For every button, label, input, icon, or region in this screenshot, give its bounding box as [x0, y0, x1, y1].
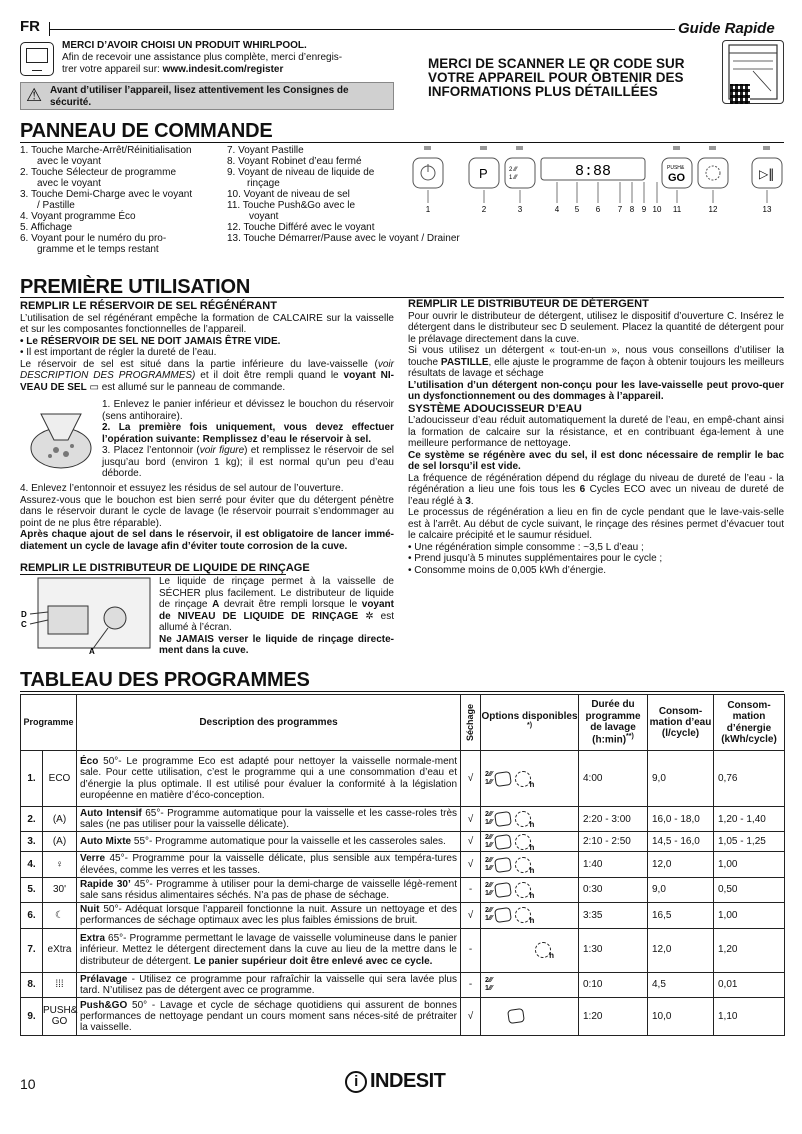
salt-p2: Le réservoir de sel est situé dans la partie inférieure du lave-vaisselle (voir DESCRIPTION DES PROGRAMMES) et il doit être rempli quand le voyant NI-VEAU DE SEL ▭ est allumé sur le panneau de commande. [20, 358, 394, 393]
program-description: Auto Intensif 65°- Programme automatique pour la vaisselle et les casse-roles très sales (ne pas utiliser pour la vaisselle délicate). [77, 807, 461, 832]
softener-p4: Le processus de régénération a lieu en fin de cycle pendant que le lave-vais-selle est à l’arrêt. Au début de cycle suivant, le rinçage des résines permet d’évacuer tout le calcaire précipité et le saumur résiduel. [408, 507, 784, 542]
program-button-label: P [479, 166, 488, 181]
sechage-mark: √ [461, 852, 481, 877]
language-code: FR [20, 18, 40, 35]
program-table [20, 694, 785, 1036]
panel-number: 9 [641, 205, 647, 214]
program-duration: 1:30 [579, 928, 648, 972]
program-row [21, 807, 785, 832]
intro-block [62, 40, 397, 76]
program-water: 16,5 [648, 903, 714, 928]
program-duration: 4:00 [579, 751, 648, 807]
program-energy: 1,20 [714, 928, 785, 972]
softener-bullet: • Prend jusqu’à 5 minutes supplémentaires pour le cycle ; [408, 553, 663, 565]
warning-text: Avant d’utiliser l’appareil, lisez attentivement les Consignes de sécurité. [50, 85, 349, 108]
salt-section-2 [20, 483, 394, 552]
program-icon: ♀ [43, 852, 77, 877]
panel-item: voyant [249, 211, 279, 222]
softener-p1: L’adoucisseur d’eau réduit automatiquement la dureté de l’eau, en empê-chant ainsi la formation de calcaire sur la résistance, et en contribuant éga-lement à une meilleure performance de nettoyage. [408, 415, 784, 450]
program-duration: 2:20 - 3:00 [579, 807, 648, 832]
program-water: 9,0 [648, 751, 714, 807]
delay-icon [515, 882, 531, 898]
program-options [481, 807, 579, 832]
panel-number: 11 [672, 205, 682, 214]
panel-number: 6 [595, 205, 601, 214]
rinse-dispenser-figure [20, 576, 155, 654]
half-load-icon: 2⁄⁄⁄ 1⁄⁄⁄ [485, 856, 493, 872]
panel-item: rinçage [247, 178, 280, 189]
program-duration: 3:35 [579, 903, 648, 928]
delay-clock-icon [706, 166, 720, 180]
panel-item: / Pastille [37, 200, 75, 211]
tablet-icon [495, 882, 513, 898]
softener-bullet: • Une régénération simple consomme : ~3,5 L d’eau ; [408, 541, 644, 553]
panel-item: avec le voyant [37, 156, 101, 167]
tablet-icon [495, 857, 513, 873]
program-water: 14,5 - 16,0 [648, 832, 714, 852]
program-options [481, 877, 579, 902]
program-icon: (A) [43, 832, 77, 852]
program-icon: ECO [43, 751, 77, 807]
play-pause-icon: ▷‖ [759, 167, 775, 181]
salt-step2: 2. La première fois uniquement, vous devez effectuer l’opération suivante: Remplissez d’eau le réservoir à sel. [102, 422, 394, 445]
logo-text: INDESIT [370, 1070, 446, 1092]
program-duration: 2:10 - 2:50 [579, 832, 648, 852]
sechage-mark: - [461, 972, 481, 997]
program-duration: 0:10 [579, 972, 648, 997]
panel-list-left [20, 145, 225, 255]
program-water: 9,0 [648, 877, 714, 902]
program-row [21, 751, 785, 807]
rinse-text: Le liquide de rinçage permet à la vaisselle de SÉCHER plus facilement. Le distributeur de liquide de rinçage A devrait être rempli lorsque le voyant de NIVEAU DE LIQUIDE DE RINÇAGE ✲ est allumé à l’écran. Ne JAMAIS verser le liquide de rinçage directe-ment dans la cuve. [159, 576, 394, 656]
indesit-logo [345, 1070, 445, 1094]
panel-item: 12. Touche Différé avec le voyant [227, 222, 375, 233]
fig-label-a: A [89, 647, 95, 654]
program-description: Verre 45°- Programme pour la vaisselle délicate, plus sensible aux tempéra-tures élevées, comme les verres et les tasses. [77, 852, 461, 877]
program-number: 4. [21, 852, 43, 877]
panel-item: avec le voyant [37, 178, 101, 189]
program-icon: (A) [43, 807, 77, 832]
power-button [413, 158, 443, 188]
sechage-mark: √ [461, 807, 481, 832]
half-load-button [505, 158, 535, 188]
panel-number: 13 [762, 205, 772, 214]
panel-item: 2. Touche Sélecteur de programme [20, 167, 177, 178]
program-icon: eXtra [43, 928, 77, 972]
softener-p2: Ce système se régénère avec du sel, il est donc nécessaire de remplir le bac de sel lorsqu’il est vide. [408, 449, 784, 473]
panel-item: 9. Voyant de niveau de liquide de [227, 167, 375, 178]
salt-steps [102, 399, 394, 480]
panel-number: 4 [554, 205, 560, 214]
panel-item: 13. Touche Démarrer/Pause avec le voyant / Drainer [227, 233, 460, 244]
sechage-mark: √ [461, 997, 481, 1035]
tablet-icon [495, 834, 513, 850]
panel-item: 11. Touche Push&Go avec le [227, 200, 356, 211]
tablet-icon [495, 770, 513, 786]
program-energy: 0,76 [714, 751, 785, 807]
control-panel-diagram [405, 140, 785, 220]
delay-icon [515, 857, 531, 873]
delay-icon [515, 771, 531, 787]
half-load-icon: 2⁄⁄⁄ 1⁄⁄⁄ [485, 811, 493, 827]
display-digits: 8:88 [575, 163, 612, 180]
softener-bullet: • Consomme moins de 0,005 kWh d’énergie. [408, 564, 607, 576]
salt-section [20, 300, 394, 393]
program-row [21, 997, 785, 1035]
salt-step4: 4. Enlevez l’entonnoir et essuyez les résidus de sel autour de l’ouverture. [20, 483, 344, 494]
col-description: Description des programmes [77, 695, 461, 751]
intro-line2: trer votre appareil sur: [62, 64, 163, 75]
delay-button [698, 158, 728, 188]
program-energy: 0,01 [714, 972, 785, 997]
program-row [21, 877, 785, 902]
program-energy: 1,00 [714, 852, 785, 877]
program-water: 12,0 [648, 852, 714, 877]
program-duration: 1:40 [579, 852, 648, 877]
rinse-title: REMPLIR LE DISTRIBUTEUR DE LIQUIDE DE RINÇAGE [20, 562, 310, 574]
salt-bullet2: • Il est important de régler la dureté de l’eau. [20, 347, 217, 359]
tablet-icon [507, 1008, 525, 1024]
program-number: 7. [21, 928, 43, 972]
first-use-title: PREMIÈRE UTILISATION [20, 276, 251, 298]
detergent-p3: L’utilisation d’un détergent non-conçu pour les lave-vaisselle peut provo-quer un dysfonctionnement ou des dommages à l’appareil. [408, 379, 784, 403]
salt-title: REMPLIR LE RÉSERVOIR DE SEL RÉGÉNÉRANT [20, 300, 277, 312]
half-load-icon: 2⁄⁄⁄ 1⁄⁄⁄ [485, 907, 493, 923]
program-row [21, 972, 785, 997]
program-icon: ☾ [43, 903, 77, 928]
program-icon: ⁞⁞⁞ [43, 972, 77, 997]
half-load-icon: 2⁄⁄⁄ 1⁄⁄⁄ [485, 881, 493, 897]
panel-item: 10. Voyant de niveau de sel [227, 189, 350, 200]
panel-item: 1. Touche Marche-Arrêt/Réinitialisation [20, 145, 192, 156]
detergent-p1: Pour ouvrir le distributeur de détergent, utilisez le dispositif d’ouverture C. Insérez le détergent dans le distributeur sec D seulement. Placez la quantité de détergent pour le prélavage directement dans la cuve. [408, 310, 784, 345]
program-number: 1. [21, 751, 43, 807]
col-sechage: Séchage [461, 695, 481, 751]
sechage-mark: √ [461, 751, 481, 807]
qr-code-icon [730, 84, 750, 104]
half-load-icon: 2⁄⁄⁄ 1⁄⁄⁄ [485, 770, 493, 786]
program-description: Auto Mixte 55°- Programme automatique pour la vaisselle et les casseroles sales. [77, 832, 461, 852]
sechage-mark: - [461, 928, 481, 972]
program-icon: PUSH& GO [43, 997, 77, 1035]
program-description: Extra 65°- Programme permettant le lavage de vaisselle volumineuse dans le panier inférieur. Mettez le détergent directement dans la cuve au lieu de la mettre dans le distributeur de détergent. Le panier supérieur doit être enlevé avec ce cycle. [77, 928, 461, 972]
pushgo-top: PUSH& [667, 165, 685, 171]
program-number: 9. [21, 997, 43, 1035]
register-link[interactable]: www.indesit.com/register [162, 64, 284, 75]
program-description: Nuit 50°- Adéquat lorsque l’appareil fonctionne la nuit. Assure un nettoyage et des performances de séchage optimaux avec les plus faibles émissions de bruit. [77, 903, 461, 928]
panel-number: 7 [617, 205, 623, 214]
program-duration: 1:20 [579, 997, 648, 1035]
intro-line1: Afin de recevoir une assistance plus complète, merci d’enregis- [62, 52, 343, 63]
half-load-icon: 2⁄⁄⁄ 1⁄⁄⁄ [485, 976, 493, 992]
half-load-top: 2 ⁄⁄⁄ [509, 167, 518, 173]
detergent-section [408, 298, 784, 576]
sechage-mark: - [461, 877, 481, 902]
header-rule [50, 29, 675, 30]
delay-icon [515, 834, 531, 850]
program-water: 10,0 [648, 997, 714, 1035]
program-energy: 1,20 - 1,40 [714, 807, 785, 832]
program-description: Prélavage - Utilisez ce programme pour rafraîchir la vaisselle qui sera lavée plus tard. N’utilisez pas de détergent avec ce programme. [77, 972, 461, 997]
panel-number: 1 [425, 205, 431, 214]
panel-number: 2 [481, 205, 487, 214]
program-water: 4,5 [648, 972, 714, 997]
tablet-icon [495, 811, 513, 827]
pushgo-bottom: GO [668, 172, 686, 184]
program-row [21, 928, 785, 972]
program-water: 16,0 - 18,0 [648, 807, 714, 832]
panel-item: gramme et le temps restant [37, 244, 159, 255]
program-options [481, 928, 579, 972]
panel-number: 8 [629, 205, 635, 214]
program-row [21, 903, 785, 928]
panel-number: 3 [517, 205, 523, 214]
col-programme: Programme [21, 695, 77, 751]
delay-icon [515, 811, 531, 827]
panel-title: PANNEAU DE COMMANDE [20, 120, 273, 142]
detergent-title: REMPLIR LE DISTRIBUTEUR DE DÉTERGENT [408, 298, 649, 310]
program-energy: 1,00 [714, 903, 785, 928]
half-load-bottom: 1 ⁄⁄⁄ [509, 175, 518, 181]
panel-item: 7. Voyant Pastille [227, 145, 304, 156]
col-eau: Consom-mation d’eau (l/cycle) [648, 695, 714, 751]
col-duree: Durée du programme de lavage (h:min)**) [579, 695, 648, 751]
program-number: 2. [21, 807, 43, 832]
panel-item: 4. Voyant programme Éco [20, 211, 136, 222]
delay-icon [515, 907, 531, 923]
panel-item: 8. Voyant Robinet d’eau fermé [227, 156, 362, 167]
fig-label-d: D [21, 610, 27, 619]
program-options [481, 852, 579, 877]
panel-item: 5. Affichage [20, 222, 73, 233]
program-icon: 30' [43, 877, 77, 902]
program-options [481, 903, 579, 928]
sechage-mark: √ [461, 903, 481, 928]
program-energy: 1,10 [714, 997, 785, 1035]
salt-p1: L’utilisation de sel régénérant empêche la formation de CALCAIRE sur la vaisselle et sur les composantes fonctionnelles de l’appareil. [20, 312, 394, 336]
panel-item: 6. Voyant pour le numéro du pro- [20, 233, 167, 244]
program-description: Push&GO 50° - Lavage et cycle de séchage quotidiens qui assurent de bonnes performances de nettoyage pendant un cours moment sans néces-sité de prétraiter la vaisselle. [77, 997, 461, 1035]
guide-title: Guide Rapide [678, 20, 775, 37]
program-number: 3. [21, 832, 43, 852]
panel-number: 5 [574, 205, 580, 214]
panel-number: 10 [652, 205, 662, 214]
salt-step1: 1. Enlevez le panier inférieur et dévissez le bouchon du réservoir (sens antihoraire). [102, 399, 394, 422]
program-water: 12,0 [648, 928, 714, 972]
warning-icon: ⚠ [26, 85, 43, 105]
page-number: 10 [20, 1076, 36, 1092]
salt-bullet1: • Le RÉSERVOIR DE SEL NE DOIT JAMAIS ÊTRE VIDE. [20, 335, 281, 347]
program-description: Éco 50°- Le programme Eco est adapté pour nettoyer la vaisselle normale-ment sale. Pour cette utilisation, c’est le programme qui a une consommation d’eau et d’énergie la plus optimale. Il est utilisé pour évaluer la conformité à la législation européenne en matière d’éco-conception. [77, 751, 461, 807]
table-title: TABLEAU DES PROGRAMMES [20, 669, 310, 691]
program-row [21, 852, 785, 877]
program-number: 5. [21, 877, 43, 902]
program-options [481, 997, 579, 1035]
tablet-icon [495, 907, 513, 923]
panel-item: 3. Touche Demi-Charge avec le voyant [20, 189, 193, 200]
rinse-icon: ✲ [358, 610, 374, 622]
program-description: Rapide 30’ 45°- Programme à utiliser pour la demi-charge de vaisselle légè-rement sale sans résidus alimentaires séchés. N’a pas de phase de séchage. [77, 877, 461, 902]
half-load-icon: 2⁄⁄⁄ 1⁄⁄⁄ [485, 833, 493, 849]
program-energy: 0,50 [714, 877, 785, 902]
program-row [21, 832, 785, 852]
detergent-p2: Si vous utilisez un détergent « tout-en-un », nous vous conseillons d’utiliser la touche PASTILLE, elle ajuste le programme de façon à obtenir toujours les meilleurs résultats de lavage et séchage [408, 345, 784, 380]
program-energy: 1,05 - 1,25 [714, 832, 785, 852]
salt-step3: 3. Placez l’entonnoir (voir figure) et remplissez le réservoir de sel jusqu’au bord (environ 1 kg); il est normal qu’un peu d’eau déborde. [102, 445, 395, 479]
fig-label-c: C [21, 620, 27, 629]
intro-title: MERCI D’AVOIR CHOISI UN PRODUIT WHIRLPOOL. [62, 40, 307, 51]
salt-p4: Après chaque ajout de sel dans le réservoir, il est obligatoire de lancer immé-diatement un cycle de lavage afin d’éviter toute corrosion de la cuve. [20, 529, 394, 552]
softener-title: SYSTÈME ADOUCISSEUR D’EAU [408, 402, 582, 415]
panel-number: 12 [708, 205, 718, 214]
program-duration: 0:30 [579, 877, 648, 902]
col-options: Options disponibles *) [481, 695, 579, 751]
salt-icon: ▭ [86, 381, 99, 393]
table-rule [20, 691, 784, 692]
program-number: 8. [21, 972, 43, 997]
program-number: 6. [21, 903, 43, 928]
logo-mark-icon: i [345, 1071, 367, 1093]
salt-funnel-figure [26, 400, 96, 472]
rinse-warning: Ne JAMAIS verser le liquide de rinçage directe-ment dans la cuve. [159, 633, 394, 656]
softener-p3: La fréquence de régénération dépend du réglage du niveau de dureté de l’eau - la régénération a lieu une fois tous les 6 Cycles ECO avec un niveau de dureté de l’eau réglé à 3. [408, 472, 784, 507]
rinse-underline [20, 574, 286, 575]
sechage-mark: √ [461, 832, 481, 852]
delay-icon [535, 942, 551, 958]
salt-p3: Assurez-vous que le bouchon est bien serré pour éviter que du détergent pénètre dans le réservoir durant le cycle de lavage (le réservoir pourrait s’endommager au point de ne plus être réparable). [20, 494, 394, 529]
program-options [481, 972, 579, 997]
col-energie: Consom-mation d’énergie (kWh/cycle) [714, 695, 785, 751]
program-options [481, 751, 579, 807]
computer-icon [20, 42, 54, 76]
scan-qr-text: MERCI DE SCANNER LE QR CODE SUR VOTRE APPAREIL POUR OBTENIR DES INFORMATIONS PLUS DÉTAILLÉES [428, 56, 685, 100]
program-options [481, 832, 579, 852]
